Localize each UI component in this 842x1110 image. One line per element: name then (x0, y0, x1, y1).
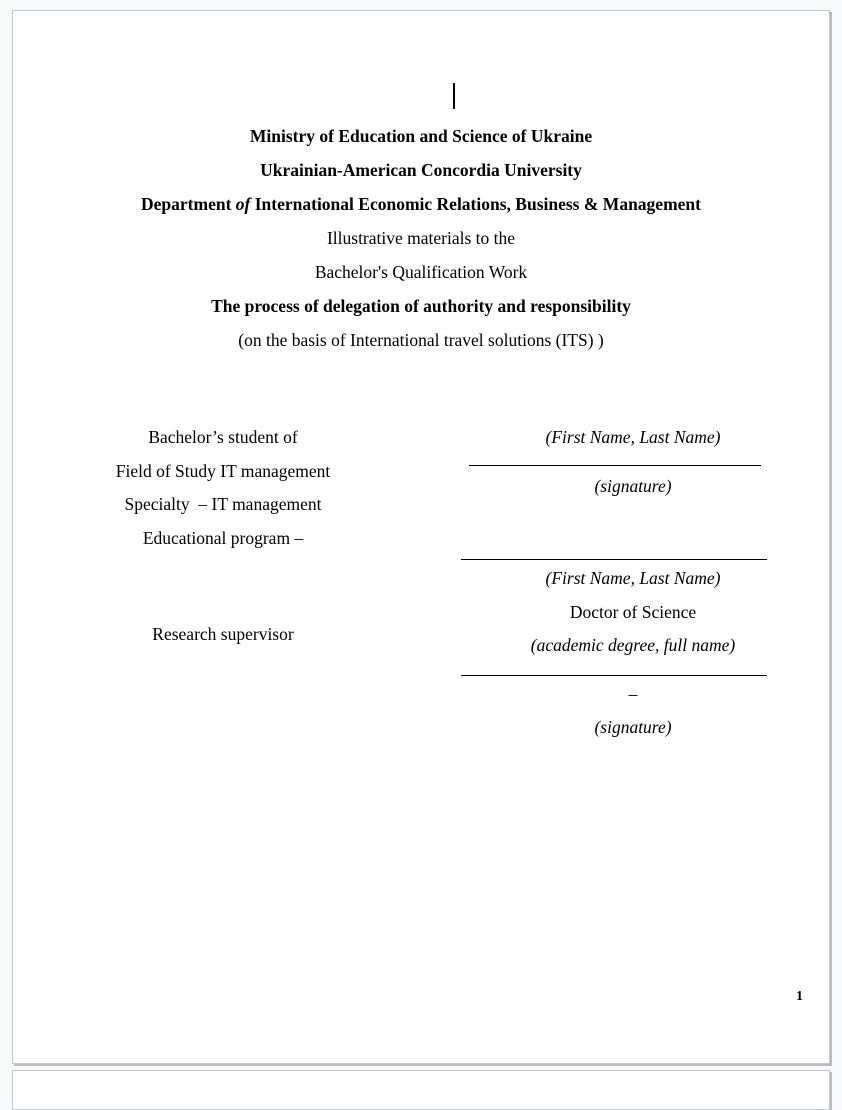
heading-department-prefix: Department (141, 194, 236, 214)
student-signature-rule (469, 465, 761, 466)
text-cursor-caret (453, 83, 455, 109)
heading-work-title: The process of delegation of authority and responsibility (211, 296, 631, 316)
heading-department-of: of (235, 194, 251, 214)
signature-lines-block (453, 421, 813, 745)
heading-illustrative-materials: Illustrative materials to the (326, 228, 516, 248)
student-educational-program-line: Educational program – (142, 527, 304, 548)
page-number: 1 (796, 989, 803, 1004)
supervisor-dash: – (628, 683, 638, 704)
signature-spacer (453, 503, 813, 559)
title-block (13, 119, 829, 357)
student-signature-label: (signature) (594, 475, 672, 496)
document-page[interactable] (12, 10, 830, 1064)
heading-department-suffix: International Economic Relations, Business & Management (250, 194, 701, 214)
supervisor-signature-rule (461, 559, 767, 560)
heading-work-basis: (on the basis of International travel solutions (ITS) ) (238, 330, 604, 350)
student-field-of-study-line: Field of Study IT management (115, 460, 331, 481)
supervisor-final-rule (461, 675, 767, 676)
heading-ministry: Ministry of Education and Science of Ukraine (249, 126, 593, 146)
supervisor-signature-label: (signature) (594, 717, 672, 737)
student-details-block (23, 421, 423, 555)
research-supervisor-label: Research supervisor (152, 624, 294, 644)
student-name-placeholder: (First Name, Last Name) (545, 427, 721, 447)
heading-department (13, 187, 829, 221)
student-role-line: Bachelor’s student of (148, 427, 298, 447)
heading-university: Ukrainian-American Concordia University (260, 160, 582, 180)
supervisor-degree: Doctor of Science (569, 601, 697, 622)
supervisor-name-placeholder: (First Name, Last Name) (545, 568, 721, 588)
page-content (13, 11, 829, 1063)
student-specialty-line: Specialty – IT management (124, 494, 322, 514)
supervisor-degree-label: (academic degree, full name) (530, 635, 736, 655)
heading-qualification-work: Bachelor's Qualification Work (314, 262, 528, 282)
next-document-page[interactable] (12, 1070, 830, 1110)
